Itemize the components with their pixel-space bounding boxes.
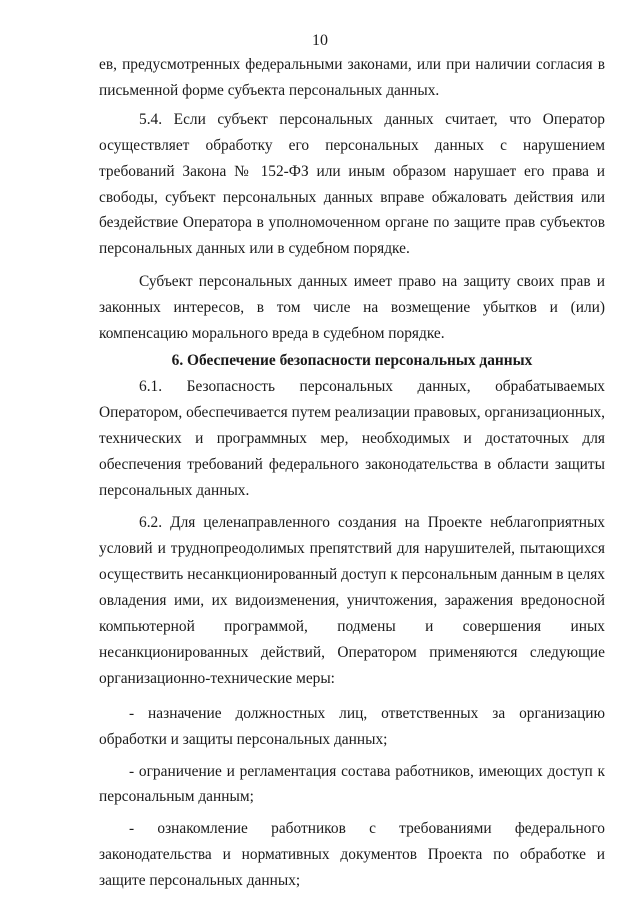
- paragraph-6-1: 6.1. Безопасность персональных данных, обрабатываемых Оператором, обеспечивается путем реализации правовых, организационных, технических и программных мер, необходимых и достаточных для обеспечения требований федерального законодательства в области защиты персональных данных.: [99, 377, 605, 499]
- document-body: [99, 52, 605, 894]
- paragraph-subject-rights: Субъект персональных данных имеет право на защиту своих прав и законных интересов, в том числе на возмещение убытков и (или) компенсацию морального вреда в судебном порядке.: [99, 273, 605, 343]
- list-item: - ограничение и регламентация состава работников, имеющих доступ к персональным данным;: [99, 762, 605, 806]
- page-number: 10: [312, 32, 328, 49]
- paragraph-6-2: 6.2. Для целенаправленного создания на Проекте неблагоприятных условий и труднопреодолимых препятствий для нарушителей, пытающихся осуществить несанкционированный доступ к персональным данным в целях овладения ими, их видоизменения, уничтожения, заражения вредоносной компьютерной программой, подмены и совершения иных несанкционированных действий, Оператором применяются следующие организационно-технические меры:: [99, 514, 605, 687]
- section-heading-6: 6. Обеспечение безопасности персональных данных: [171, 351, 533, 369]
- paragraph-continuation: ев, предусмотренных федеральными законами, или при наличии согласия в письменной форме субъекта персональных данных.: [99, 56, 605, 99]
- list-item: - ознакомление работников с требованиями федерального законодательства и нормативных документов Проекта по обработке и защите персональных данных;: [99, 820, 605, 890]
- list-item: - назначение должностных лиц, ответственных за организацию обработки и защиты персональных данных;: [99, 704, 605, 748]
- paragraph-5-4: 5.4. Если субъект персональных данных считает, что Оператор осуществляет обработку его персональных данных с нарушением требований Закона № 152-ФЗ или иным образом нарушает его права и свободы, субъект персональных данных вправе обжаловать действия или бездействие Оператора в уполномоченном органе по защите прав субъектов персональных данных или в судебном порядке.: [99, 110, 605, 258]
